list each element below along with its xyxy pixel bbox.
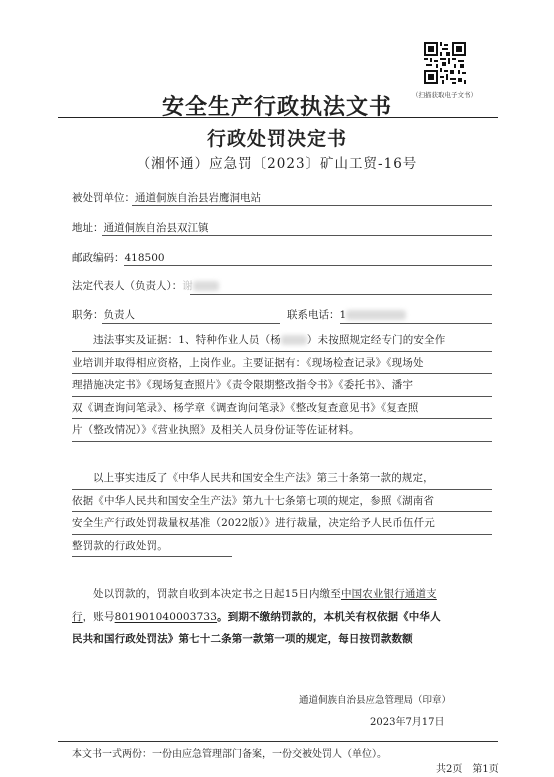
basis-line: 整罚款的行政处罚。 bbox=[72, 535, 232, 558]
phone-value: 1 bbox=[339, 309, 347, 321]
header-divider bbox=[58, 117, 498, 118]
party-label: 被处罚单位： bbox=[72, 192, 135, 204]
facts-line: 违法事实及证据：1、特种作业人员（杨 bbox=[93, 334, 281, 346]
payment-line: 处以罚款的，罚款自收到本决定书之日起15日内缴至 bbox=[93, 588, 341, 600]
phone-label: 联系电话： bbox=[287, 309, 340, 321]
footer-note: 本文书一式两份：一份由应急管理部门备案，一份交被处罚人（单位）。 bbox=[72, 749, 387, 760]
postcode-value: 418500 bbox=[124, 252, 165, 264]
phone-field bbox=[287, 307, 406, 322]
issuing-authority: 通道侗族自治县应急管理局（印章） bbox=[299, 695, 452, 706]
address-field bbox=[72, 220, 209, 235]
party-field bbox=[72, 190, 261, 205]
facts-line: 片（整改情况）》《营业执照》及相关人员身份证等佐证材料。 bbox=[72, 419, 492, 442]
address-label: 地址： bbox=[72, 222, 104, 234]
facts-line: ）未按照规定经专门的安全作 bbox=[306, 334, 446, 346]
payment-line: ，账号 bbox=[82, 610, 115, 623]
document-number: （湘怀通）应急罚〔2023〕矿山工贸-16号 bbox=[136, 156, 418, 172]
position-value: 负责人 bbox=[103, 309, 135, 321]
basis-line: 依据《中华人民共和国安全生产法》第九十七条第七项的规定，参照《湖南省 bbox=[72, 490, 492, 513]
basis-line: 安全生产行政处罚裁量权基准（2022版）》进行裁量，决定给予人民币伍仟元 bbox=[72, 512, 492, 535]
party-underline bbox=[132, 205, 492, 206]
document-series-title: 安全生产行政执法文书 bbox=[161, 94, 392, 120]
issue-date: 2023年7月17日 bbox=[370, 717, 445, 728]
redaction-mark bbox=[193, 281, 219, 291]
bank-name: 行 bbox=[72, 610, 83, 623]
basis-line: 以上事实违反了《中华人民共和国安全生产法》第三十条第一款的规定， bbox=[72, 467, 492, 490]
legal-rep-value: 谢 bbox=[182, 280, 193, 292]
redaction-mark bbox=[346, 310, 406, 320]
legal-rep-underline bbox=[190, 294, 492, 295]
postcode-underline bbox=[124, 265, 492, 266]
violation-facts-paragraph bbox=[72, 329, 492, 442]
legal-rep-label: 法定代表人（负责人）： bbox=[72, 280, 183, 292]
qr-caption: （扫描获取电子文书） bbox=[412, 91, 477, 99]
payment-line: 。到期不缴纳罚款的，本机关有权依据《中华人 bbox=[217, 610, 441, 623]
postcode-field bbox=[72, 250, 165, 265]
bank-name: 中国农业银行通道支 bbox=[340, 588, 437, 600]
address-value: 通道侗族自治县双江镇 bbox=[103, 222, 209, 234]
footer-divider bbox=[58, 741, 498, 742]
facts-line: 理措施决定书》《现场复查照片》《责令限期整改指令书》《委托书》、潘宇 bbox=[72, 374, 492, 397]
page-number: 共2页 第1页 bbox=[436, 764, 499, 775]
facts-line: 双《调查询问笔录》、杨学章《调查询问笔录》《整改复查意见书》《复查照 bbox=[72, 397, 492, 420]
position-underline bbox=[102, 323, 280, 324]
qr-code-icon bbox=[424, 42, 466, 84]
postcode-label: 邮政编码： bbox=[72, 252, 125, 264]
payment-paragraph bbox=[72, 583, 492, 651]
position-field bbox=[72, 307, 135, 322]
address-underline bbox=[102, 235, 492, 236]
account-number: 801901040003733 bbox=[114, 610, 218, 623]
phone-underline bbox=[340, 323, 492, 324]
position-label: 职务： bbox=[72, 309, 104, 321]
facts-line: 业培训并取得相应资格，上岗作业。主要证据有：《现场检查记录》《现场处 bbox=[72, 352, 492, 375]
payment-line: 民共和国行政处罚法》第七十二条第一款第一项的规定，每日按罚款数额 bbox=[72, 633, 413, 645]
page-title: 行政处罚决定书 bbox=[206, 128, 347, 150]
party-value: 通道侗族自治县岩鹰洞电站 bbox=[135, 192, 261, 204]
redaction-mark bbox=[281, 335, 307, 345]
legal-basis-paragraph bbox=[72, 467, 492, 557]
legal-rep-field bbox=[72, 278, 219, 293]
